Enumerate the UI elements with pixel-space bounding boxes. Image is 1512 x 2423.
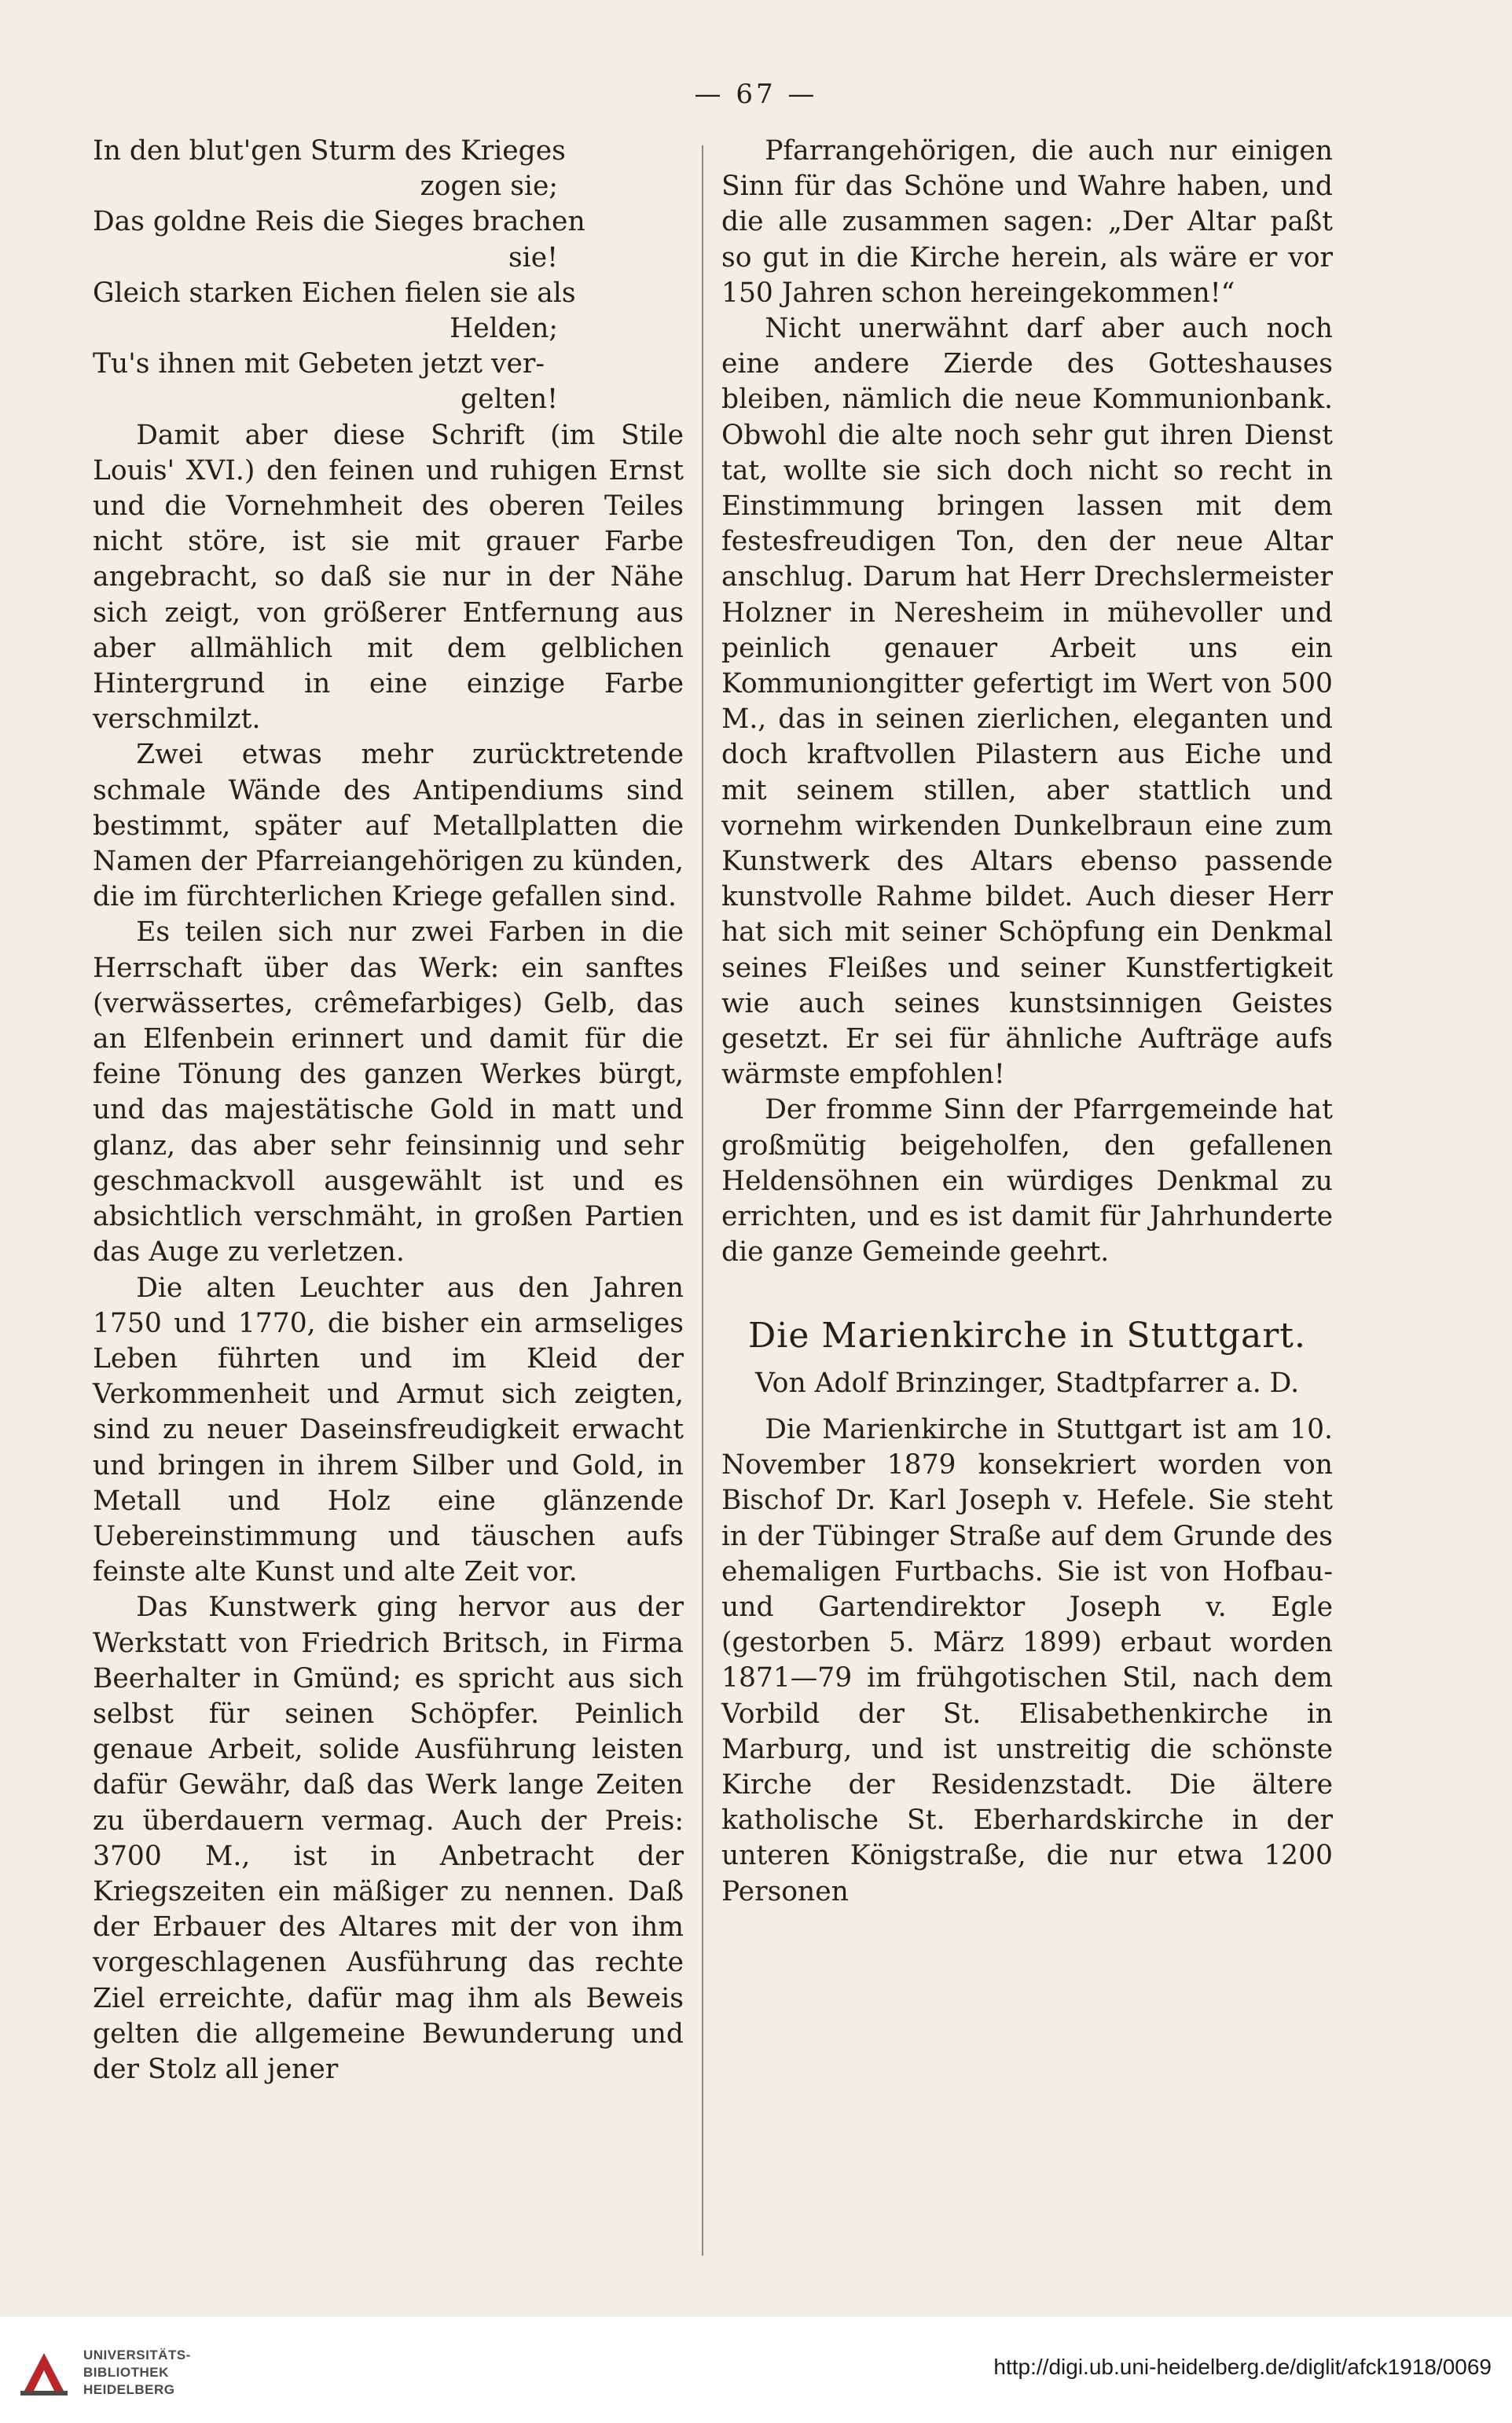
page-number: — 67 —	[694, 79, 818, 110]
library-name-line: BIBLIOTHEK	[83, 2365, 169, 2380]
verse-line-continuation: Helden;	[450, 313, 558, 345]
paragraph: Der fromme Sinn der Pfarrgemeinde hat großmütig beigeholfen, den gefallenen Heldensöhnen ein würdiges Denkmal zu errichten, und es ist damit für Jahrhunderte die ganze Gemeinde geehrt.	[721, 1094, 1333, 1268]
footer	[0, 2317, 1512, 2423]
verse-line: Gleich starken Eichen fielen sie als	[93, 277, 576, 309]
paragraph: Die Marienkirche in Stuttgart ist am 10. November 1879 konsekriert worden von Bischof Dr. Karl Joseph v. Hefele. Sie steht in der Tübinger Straße auf dem Grunde des ehemaligen Furtbachs. Sie ist von Hofbau- und Gartendirektor Joseph v. Egle (gestorben 5. März 1899) erbaut worden 1871—79 im frühgotischen Stil, nach dem Vorbild der St. Elisabethenkirche in Marburg, und ist unstreitig die schönste Kirche der Residenzstadt. Die ältere katholische St. Eberhardskirche in der unteren Königstraße, die nur etwa 1200 Personen	[721, 1413, 1333, 1907]
library-logo-icon	[20, 2348, 68, 2395]
verse-line: In den blut'gen Sturm des Krieges	[93, 135, 566, 167]
verse-line-continuation: sie!	[508, 241, 558, 274]
article-heading: Die Marienkirche in Stuttgart.	[748, 1315, 1306, 1356]
paragraph: Nicht unerwähnt darf aber auch noch eine andere Zierde des Gotteshauses bleiben, nämlich die neue Kommunionbank. Obwohl die alte noch sehr gut ihren Dienst tat, wollte sie sich doch nicht so recht in Einstimmung bringen lassen mit dem festesfreudigen Ton, den der neue Altar anschlug. Darum hat Herr Drechslermeister Holzner in Neresheim in mühevoller und peinlich genauer Arbeit uns ein Kommuniongitter gefertigt im Wert von 500 M., das in seinen zierlichen, eleganten und doch kraftvollen Pilastern aus Eiche und mit seinem stillen, aber stattlich und vornehm wirkenden Dunkelbraun eine zum Kunstwerk des Altars ebenso passende kunstvolle Rahme bildet. Auch dieser Herr hat sich mit seiner Schöpfung ein Denkmal seines Fleißes und seiner Kunstfertigkeit wie auch seines kunstsinnigen Geistes gesetzt. Er sei für ähnliche Aufträge aufs wärmste empfohlen!	[721, 313, 1333, 1091]
library-name	[83, 2347, 191, 2399]
right-column	[721, 134, 1333, 1910]
paragraph: Das Kunstwerk ging hervor aus der Werkstatt von Friedrich Britsch, in Firma Beerhalter in Gmünd; es spricht aus sich selbst für seinen Schöpfer. Peinlich genaue Arbeit, solide Ausführung leisten dafür Gewähr, daß das Werk lange Zeiten zu überdauern vermag. Auch der Preis: 3700 M., ist in Anbetracht der Kriegszeiten ein mäßiger zu nennen. Daß der Erbauer des Altares mit der von ihm vorgeschlagenen Ausführung das rechte Ziel erreichte, dafür mag ihm als Beweis gelten die allgemeine Bewunderung und der Stolz all jener	[93, 1591, 684, 2085]
paragraph: Zwei etwas mehr zurücktretende schmale Wände des Antipendiums sind bestimmt, später auf Metallplatten die Namen der Pfarreiangehörigen zu künden, die im fürchterlichen Kriege gefallen sind.	[93, 739, 684, 913]
paragraph: Damit aber diese Schrift (im Stile Louis' XVI.) den feinen und ruhigen Ernst und die Vornehmheit des oberen Teiles nicht störe, ist sie mit grauer Farbe angebracht, so daß sie nur in der Nähe sich zeigt, von größerer Entfernung aus aber allmählich mit dem gelblichen Hintergrund in eine einzige Farbe verschmilzt.	[93, 419, 684, 736]
source-url-link[interactable]: http://digi.ub.uni-heidelberg.de/diglit/afck1918/0069	[993, 2355, 1492, 2379]
verse-line-continuation: gelten!	[461, 384, 558, 416]
article-byline: Von Adolf Brinzinger, Stadtpfarrer a. D.	[754, 1367, 1300, 1399]
column-divider	[702, 145, 703, 2256]
paragraph: Es teilen sich nur zwei Farben in die Herrschaft über das Werk: ein sanftes (verwässertes, crêmefarbiges) Gelb, das an Elfenbein erinnert und damit für die feine Tönung des ganzen Werkes bürgt, und das majestätische Gold in matt und glanz, das aber sehr feinsinnig und sehr geschmackvoll ausgewählt ist und es absichtlich verschmäht, in großen Partien das Auge zu verletzen.	[93, 916, 684, 1268]
paragraph: Pfarrangehörigen, die auch nur einigen Sinn für das Schöne und Wahre haben, und die alle zusammen sagen: „Der Altar paßt so gut in die Kirche herein, als wäre er vor 150 Jahren schon hereingekommen!“	[721, 135, 1333, 309]
library-name-line: HEIDELBERG	[83, 2382, 175, 2397]
verse-line-continuation: zogen sie;	[420, 171, 558, 203]
verse-line: Tu's ihnen mit Gebeten jetzt ver-	[93, 348, 545, 380]
verse	[93, 134, 684, 418]
verse-line: Das goldne Reis die Sieges brachen	[93, 206, 585, 238]
left-column	[93, 134, 684, 2087]
paragraph: Die alten Leuchter aus den Jahren 1750 und 1770, die bisher ein armseliges Leben führten und im Kleid der Verkommenheit und Armut sich zeigten, sind zu neuer Daseinsfreudigkeit erwacht und bringen in ihrem Silber und Gold, in Metall und Holz eine glänzende Uebereinstimmung und täuschen aufs feinste alte Kunst und alte Zeit vor.	[93, 1272, 684, 1588]
library-name-line: UNIVERSITÄTS-	[83, 2348, 191, 2362]
